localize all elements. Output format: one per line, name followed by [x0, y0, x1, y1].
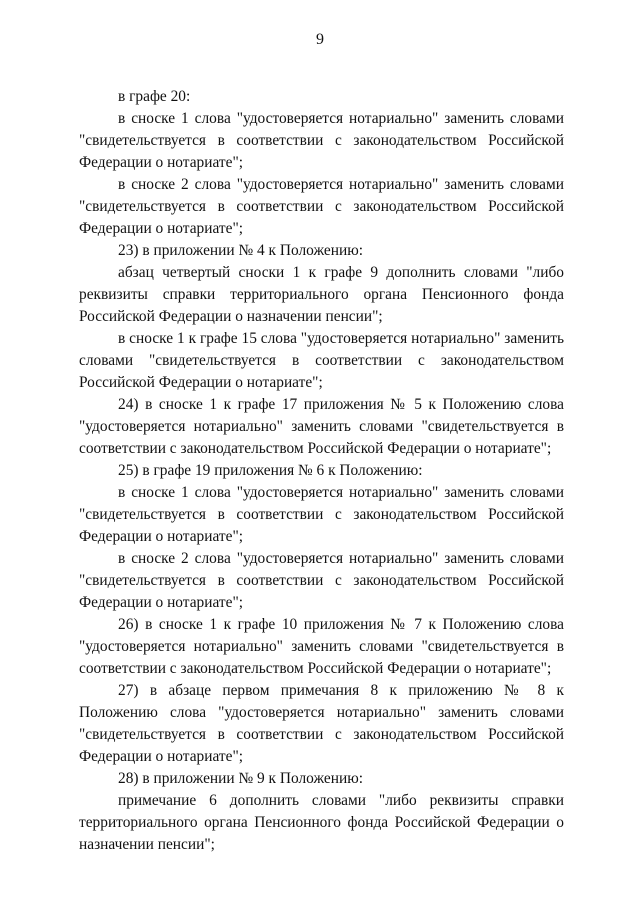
paragraph-item-25: 25) в графе 19 приложения № 6 к Положению:: [118, 462, 423, 479]
paragraph-graph-20: в графе 20:: [118, 88, 191, 105]
paragraph-item-28: 28) в приложении № 9 к Положению:: [118, 770, 363, 787]
document-body: [79, 86, 564, 856]
paragraph-item-23: 23) в приложении № 4 к Положению:: [118, 242, 363, 259]
paragraph-item-23-footnote-graph-15: в сноске 1 к графе 15 слова "удостоверяется нотариально" заменить словами "свидетельствуется в соответствии с законодательством Российской Федерации о нотариате";: [79, 330, 564, 391]
paragraph-item-23-footnote-graph-9: абзац четвертый сноски 1 к графе 9 дополнить словами "либо реквизиты справки территориального органа Пенсионного фонда Российской Федерации о назначении пенсии";: [79, 264, 564, 325]
paragraph-item-28-note-6: примечание 6 дополнить словами "либо реквизиты справки территориального органа Пенсионного фонда Российской Федерации о назначении пенсии";: [79, 792, 564, 853]
paragraph-item-25-footnote-1: в сноске 1 слова "удостоверяется нотариально" заменить словами "свидетельствуется в соответствии с законодательством Российской Федерации о нотариате";: [79, 484, 564, 545]
page-number: 9: [316, 31, 324, 48]
paragraph-footnote-2: в сноске 2 слова "удостоверяется нотариально" заменить словами "свидетельствуется в соответствии с законодательством Российской Федерации о нотариате";: [79, 176, 564, 237]
paragraph-item-26: 26) в сноске 1 к графе 10 приложения № 7 к Положению слова "удостоверяется нотариально" заменить словами "свидетельствуется в соответствии с законодательством Российской Федерации о нотариате";: [79, 616, 564, 677]
paragraph-footnote-1: в сноске 1 слова "удостоверяется нотариально" заменить словами "свидетельствуется в соответствии с законодательством Российской Федерации о нотариате";: [79, 110, 564, 171]
paragraph-item-27: 27) в абзаце первом примечания 8 к приложению № 8 к Положению слова "удостоверяется нотариально" заменить словами "свидетельствуется в соответствии с законодательством Российской Федерации о нотариате";: [79, 682, 564, 765]
paragraph-item-25-footnote-2: в сноске 2 слова "удостоверяется нотариально" заменить словами "свидетельствуется в соответствии с законодательством Российской Федерации о нотариате";: [79, 550, 564, 611]
paragraph-item-24: 24) в сноске 1 к графе 17 приложения № 5 к Положению слова "удостоверяется нотариально" заменить словами "свидетельствуется в соответствии с законодательством Российской Федерации о нотариате";: [79, 396, 564, 457]
